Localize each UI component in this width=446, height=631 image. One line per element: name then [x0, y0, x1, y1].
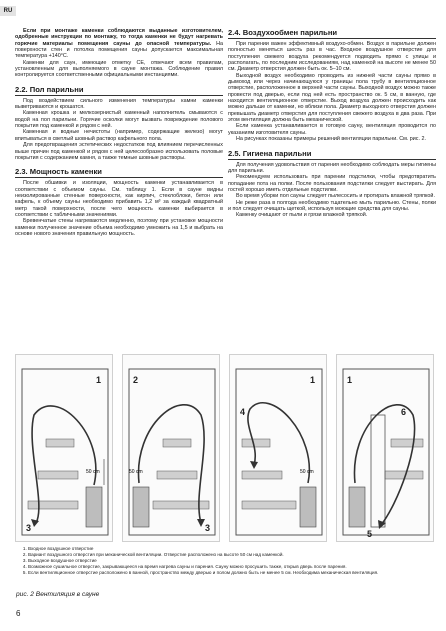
sauna-drawing-c [230, 355, 328, 543]
legend-item: 5. Если вентиляционное отверстие расположено в ванной, пространство между дверью и полом должно быть не менее 5 см. Необходима механическая вентиляция. [28, 570, 436, 576]
dimension-label: 50 cm [300, 469, 314, 475]
legend-item: 3. Выходное воздушное отверстие [28, 558, 436, 564]
power-paragraph-1: После обшивки и изоляции, мощность каменки устанавливается в соответствии с объемом сауны. См. таблицу 1. Если в сауне видны неизолированные стенные поверхности, как кирпич, стеклоблоки, бетон или кафель, к объему сауны необходимо прибавить 1,2 м³ за каждый квадратный метр такой поверхности, после чего мощность каменки выбирается в соответствии с табличными значениями. [15, 180, 223, 218]
sauna-illustration-b [122, 354, 220, 542]
right-column [228, 28, 436, 219]
ventilation-paragraph-2: Выходной воздух необходимо проводить из нижней части сауны прямо в дымоход или через начинающуюся у границы пола трубу в вентиляционное отверстие, расположенное в верхней части сауны. Выходной воздух можно также провести под дверью, если под ней есть пространство ок. 5 см, в ванную, где находится вентиляционное отверстие. Выход воздуха должен происходить как можно дальше от каменки, но вблизи пола. Диаметр выходного отверстия должен превышать диаметр отверстия для поступления свежего воздуха в два раза. При этом вентиляция должна быть механической. [228, 72, 436, 124]
sauna-drawing-a [16, 355, 114, 543]
legend-item: 1. Входное воздушное отверстие [28, 546, 436, 552]
callout-label: 3 [205, 523, 211, 533]
callout-label: 1 [310, 375, 316, 385]
section-heading-ventilation: 2.4. Воздухообмен парильни [228, 28, 436, 39]
callout-label: 3 [26, 523, 32, 533]
ventilation-figure [15, 354, 435, 542]
hygiene-paragraph-5: Каменку очищают от пыли и грязи влажной тряпкой. [236, 212, 368, 219]
sauna-drawing-d [337, 355, 435, 543]
ce-paragraph: Каменки для саун, имеющие отметку CE, отвечают всем правилам, установленным для выполняемого в сауне монтажа. Соблюдение правил контролируется соответственными официальными инстанциями. [15, 59, 223, 79]
sauna-illustration-d [336, 354, 434, 542]
ventilation-paragraph-3: Если каменка устанавливается в готовую сауну, вентиляция проводится по указаниям изготовителя сауны. [228, 123, 436, 136]
callout-label: 4 [240, 407, 246, 417]
section-heading-hygiene: 2.5. Гигиена парильни [228, 149, 436, 160]
door-outline [371, 415, 385, 527]
section-heading-power: 2.3. Мощность каменки [15, 167, 223, 178]
language-badge: RU [0, 6, 16, 16]
dimension-label: 50 cm [129, 469, 143, 475]
callout-label: 6 [401, 407, 407, 417]
callout-label: 1 [347, 375, 353, 385]
hygiene-paragraph-3: Во время уборки пол сауны следует пылесосить и протирать влажной тряпкой. [236, 193, 435, 200]
power-paragraph-2: Бревенчатые стены нагреваются медленно, поэтому при установке мощности каменки полученное значение объема необходимо умножить на 1,5 и выбрать на основе нового значения правильную мощность. [15, 218, 223, 237]
figure-legend [16, 546, 436, 576]
intro-paragraph [15, 28, 223, 60]
callout-label: 2 [133, 375, 139, 385]
callout-label: 1 [96, 375, 102, 385]
sauna-illustration-c [229, 354, 327, 542]
page-number: 6 [16, 609, 21, 618]
left-column [15, 28, 223, 237]
hygiene-paragraph-2: Рекомендуем использовать при парении подстилки, чтобы предотвратить попадание пота на полки. После пользования подстилки следует выстирать. Для гостей хорошо иметь отдельные подстилки. [228, 174, 436, 193]
intro-rest-text: На поверхности стен и потолка помещения сауны допускается максимальная температура +140°С. [15, 40, 224, 60]
hygiene-paragraph-1: Для получения удовольствия от парения необходимо соблюдать меры гигиены для парильни. [228, 161, 436, 174]
floor-paragraph-4: Для предотвращения эстетических недостатков под влиянием перечисленных выше причин под каменкой и рядом с ней целесообразно использовать половые покрытия с содержанием камня, а также темные шовные растворы. [15, 142, 223, 161]
hygiene-paragraph-4: Не реже раза в полгода необходимо тщательно мыть парильню. Стены, полки и пол следует очищать щеткой, используя моющие средства для сауны. [228, 199, 436, 212]
floor-paragraph-3: Каменная и водные нечистоты (например, содержащие железо) могут впитываться в светлый шовный раствор кафельного пола. [15, 129, 223, 142]
ventilation-paragraph-4: На рисунках показаны примеры решений вентиляции парильни. См. рис. 2. [236, 136, 426, 143]
legend-item: 2. Вариант воздушного отверстия при механической вентиляции. Отверстие расположено на высоте 50 см над каменкой. [28, 552, 436, 558]
sauna-illustration-a [15, 354, 113, 542]
dimension-label: 50 cm [86, 469, 100, 475]
figure-caption: рис. 2 Вентиляция в сауне [16, 591, 100, 598]
section-heading-floor: 2.2. Пол парильни [15, 85, 223, 96]
ventilation-paragraph-1: При парении важен эффективный воздухо-обмен. Воздух в парильне должен полностью меняться шесть раз в час. Входное воздушное отверстие для поступления свежего воздуха рекомендуется подводить прямо с улицы и располагать, по последним исследованиям, над каменкой на высоте не менее 50 см. Диаметр отверстия должен быть ок. 5–10 см. [228, 41, 436, 73]
floor-paragraph-1: Под воздействием сильного изменения температуры камни каменки выветриваются и крошатся. [15, 97, 223, 111]
callout-label: 5 [367, 529, 373, 539]
legend-item: 4. Возможное сушильное отверстие, закрывающееся на время нагрева сауны и парения. Сауну можно просушить также, открыв дверь после парения. [28, 564, 436, 570]
floor-paragraph-2: Каменная крошка и мелкозернистый каменный наполнитель смываются с водой на пол парильни. Горячие осколки могут вызвать повреждение полового покрытия под каменкой и рядом с ней. [15, 110, 223, 130]
sauna-drawing-b [123, 355, 221, 543]
intro-bold-text: Если при монтаже каменки соблюдаются выданные изготовителем, одобренные инструкции по монтажу, то тогда каменки не будут нагревать горючие материалы помещения сауны до опасной температуры. [15, 28, 223, 47]
